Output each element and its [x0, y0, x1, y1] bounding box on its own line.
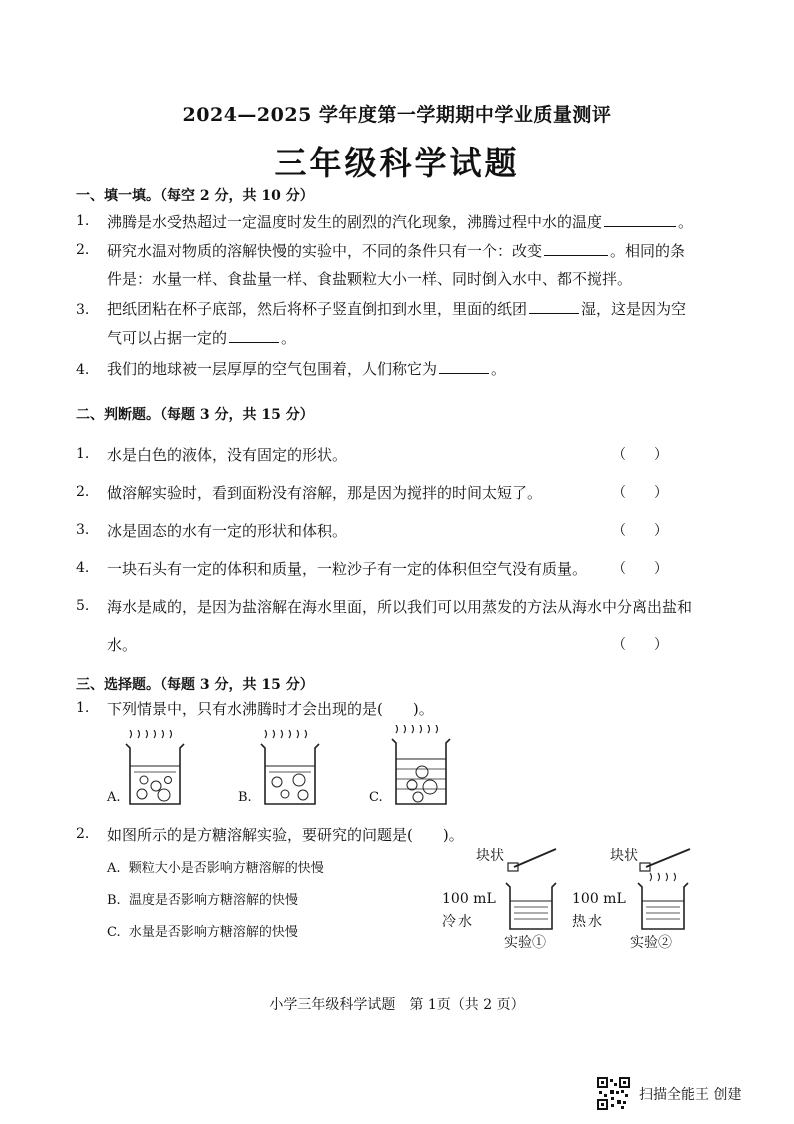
section2-heading: 二、判断题。（每题 3 分，共 15 分）: [76, 407, 314, 423]
s1-q4: [107, 358, 506, 379]
exp2-block-label: 块状: [610, 848, 638, 864]
s1-q3-text-a: 把纸团粘在杯子底部，然后将杯子竖直倒扣到水里，里面的纸团: [107, 300, 528, 318]
s2-item-2-answer[interactable]: （ ）: [612, 485, 668, 501]
s1-q4-number: 4.: [76, 362, 90, 378]
qr-code-icon: [597, 1077, 630, 1110]
s1-q1-number: 1.: [76, 213, 90, 229]
s2-item-5-answer[interactable]: （ ）: [612, 637, 668, 653]
exp1-water-label: 冷水: [442, 914, 474, 930]
s3-q2-text: 如图所示的是方糖溶解实验，要研究的问题是( )。: [107, 826, 464, 844]
s3-q1-option-a-label[interactable]: A.: [107, 790, 121, 805]
s2-item-2-number: 2.: [76, 484, 90, 500]
s3-q2-option-a-letter: A.: [107, 861, 121, 876]
exp1-beaker-icon: [504, 845, 564, 933]
section1-heading: 一、填一填。（每空 2 分，共 10 分）: [76, 188, 314, 204]
s1-q1-text-b: 。: [678, 213, 694, 231]
exp2-volume-label: 100 mL: [572, 891, 626, 907]
s1-q2: [107, 240, 685, 261]
s2-item-5-line2: 水。: [107, 636, 138, 654]
section3-heading: 三、选择题。（每题 3 分，共 15 分）: [76, 677, 314, 693]
s2-item-5-text: 海水是咸的，是因为盐溶解在海水里面，所以我们可以用蒸发的方法从海水中分离出盐和: [107, 598, 693, 616]
exp1-block-label: 块状: [476, 848, 504, 864]
exp2-beaker-icon: [636, 845, 696, 933]
page-footer: 小学三年级科学试题 第 1页（共 2 页）: [269, 997, 525, 1013]
s1-q4-blank[interactable]: [439, 372, 489, 374]
s1-q2-blank[interactable]: [544, 254, 608, 256]
s3-q1-number: 1.: [76, 700, 90, 716]
s3-q2-option-b-letter: B.: [107, 893, 121, 908]
s1-q2-text-b: 。相同的条: [610, 242, 686, 260]
s1-q3-line2-b: 。: [281, 329, 297, 347]
s3-q1-text: 下列情景中，只有水沸腾时才会出现的是( )。: [107, 700, 434, 718]
s2-item-4-text: 一块石头有一定的体积和质量，一粒沙子有一定的体积但空气没有质量。: [107, 560, 588, 578]
s1-q3-blank1[interactable]: [529, 312, 579, 314]
s2-item-1-text: 水是白色的液体，没有固定的形状。: [107, 446, 348, 464]
s1-q1-blank[interactable]: [604, 225, 676, 227]
s3-q2-option-c-text: 水量是否影响方糖溶解的快慢: [128, 925, 298, 940]
s3-q2-option-b-text: 温度是否影响方糖溶解的快慢: [128, 893, 298, 908]
sugar-experiment-figure: [440, 845, 710, 955]
s2-item-2-text: 做溶解实验时，看到面粉没有溶解，那是因为搅拌的时间太短了。: [107, 484, 543, 502]
exam-title-line2: 三年级科学试题: [274, 144, 520, 182]
s1-q2-line2: 件是：水量一样、食盐量一样、食盐颗粒大小一样、同时倒入水中、都不搅拌。: [107, 270, 633, 288]
s1-q2-text-a: 研究水温对物质的溶解快慢的实验中，不同的条件只有一个：改变: [107, 242, 543, 260]
exp1-volume-label: 100 mL: [442, 891, 496, 907]
beaker-a-illustration: [120, 730, 190, 810]
s2-item-3-text: 冰是固态的水有一定的形状和体积。: [107, 522, 348, 540]
beaker-c-illustration: [386, 725, 456, 810]
s2-item-4-answer[interactable]: （ ）: [612, 561, 668, 577]
exp2-caption: 实验②: [630, 935, 672, 951]
s1-q3-line2-a: 气可以占据一定的: [107, 329, 228, 347]
s3-q2-option-b[interactable]: [107, 889, 298, 908]
s2-item-1-answer[interactable]: （ ）: [612, 447, 668, 463]
s3-q2-option-c-letter: C.: [107, 925, 121, 940]
s1-q3-text-b: 湿，这是因为空: [581, 300, 687, 318]
beaker-b-illustration: [255, 730, 325, 810]
s2-item-1-number: 1.: [76, 446, 90, 462]
s3-q1-option-b-label[interactable]: B.: [238, 790, 252, 805]
s2-item-4-number: 4.: [76, 560, 90, 576]
s1-q4-text-a: 我们的地球被一层厚厚的空气包围着，人们称它为: [107, 360, 438, 378]
s3-q2-option-c[interactable]: [107, 921, 298, 940]
s1-q3: [107, 298, 686, 319]
s1-q2-number: 2.: [76, 242, 90, 258]
s1-q1-text-a: 沸腾是水受热超过一定温度时发生的剧烈的汽化现象，沸腾过程中水的温度: [107, 213, 603, 231]
s2-item-3-number: 3.: [76, 522, 90, 538]
s1-q1: [107, 211, 693, 232]
s3-q2-option-a-text: 颗粒大小是否影响方糖溶解的快慢: [128, 861, 324, 876]
s3-q2-option-a[interactable]: [107, 857, 324, 876]
s1-q3-line2: [107, 327, 296, 348]
s2-item-5-number: 5.: [76, 598, 90, 614]
s3-q1-option-c-label[interactable]: C.: [369, 790, 383, 805]
exam-title-line1: 2024—2025 学年度第一学期期中学业质量测评: [182, 104, 612, 126]
exp1-caption: 实验①: [504, 935, 546, 951]
s1-q3-blank2[interactable]: [229, 341, 279, 343]
s1-q4-text-b: 。: [491, 360, 507, 378]
scanner-watermark: 扫描全能王 创建: [639, 1087, 742, 1103]
s1-q3-number: 3.: [76, 302, 90, 318]
exp2-water-label: 热水: [572, 914, 604, 930]
s2-item-3-answer[interactable]: （ ）: [612, 523, 668, 539]
s3-q2-number: 2.: [76, 826, 90, 842]
